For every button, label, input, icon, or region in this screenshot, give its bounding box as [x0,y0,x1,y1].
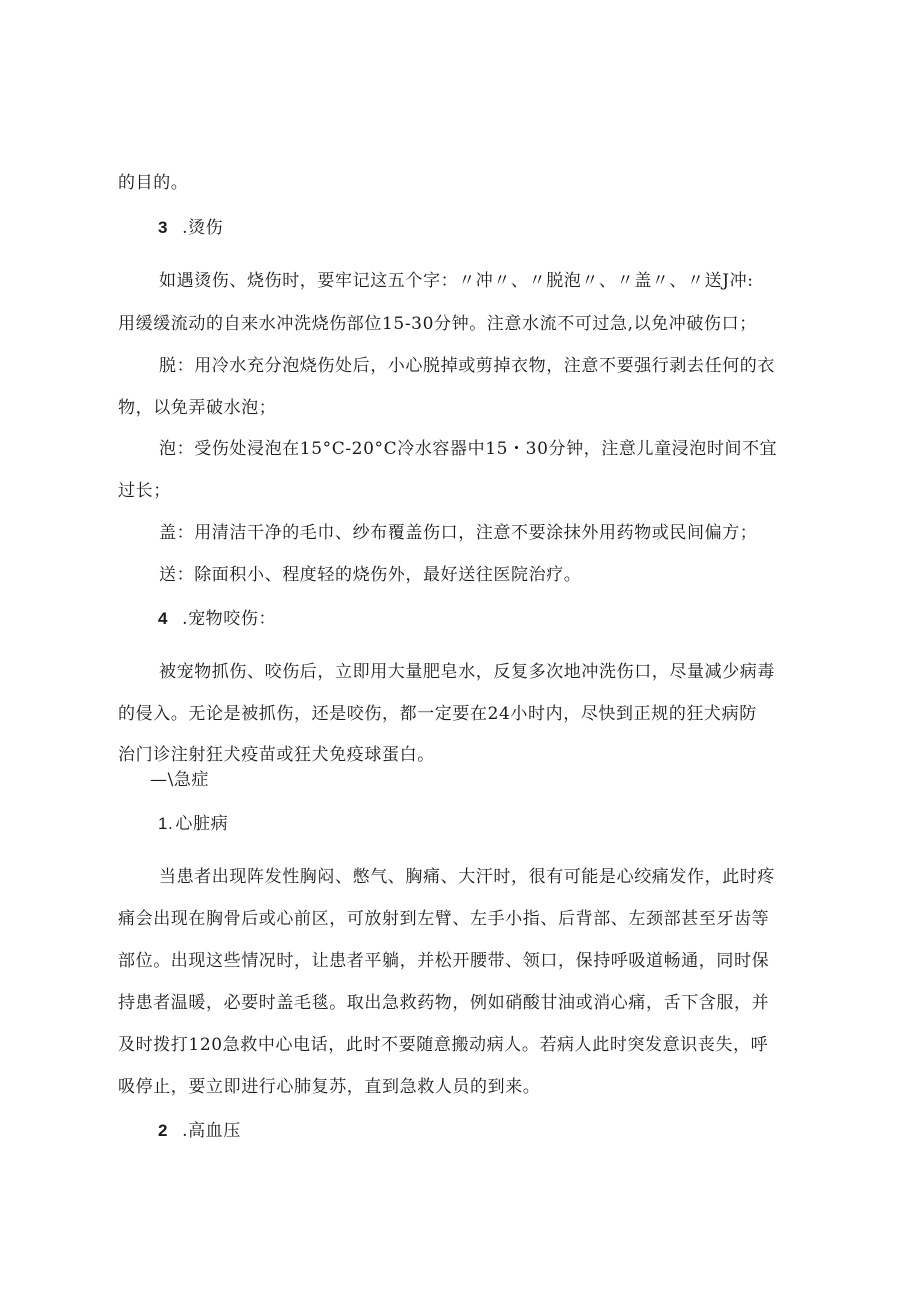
section-number: 2 [158,1121,169,1140]
section-number: 3 [158,218,169,237]
paragraph-line: 持患者温暖，必要时盖毛毯。取出急救药物，例如硝酸甘油或消心痛，舌下含服，并 [118,993,770,1013]
paragraph-line: 物，以免弄破水泡； [118,398,277,418]
section-title: .宠物咬伤： [182,609,277,629]
paragraph-line: 吸停止，要立即进行心肺复苏，直到急救人员的到来。 [118,1077,541,1097]
paragraph-line: 过长； [118,481,171,501]
section-title: 心脏病 [175,814,229,834]
emergency-heading: —\急症 [150,770,210,790]
section-heading-heart [158,813,228,835]
paragraph-line: 脱：用冷水充分泡烧伤处后，小心脱掉或剪掉衣物，注意不要强行剥去任何的衣 [159,356,775,376]
section-number: 4 [158,609,169,628]
section-heading-scald [158,217,223,239]
section-heading-pet-bite [158,608,276,630]
paragraph-line: 泡：受伤处浸泡在15°C-20°C冷水容器中15・30分钟，注意儿童浸泡时间不宜 [159,439,778,459]
section-title: .高血压 [182,1121,241,1141]
paragraph-line: 如遇烫伤、烧伤时，要牢记这五个字：〃冲〃、〃脱泡〃、〃盖〃、〃送J冲: [159,271,754,291]
paragraph-line: 当患者出现阵发性胸闷、憋气、胸痛、大汗时，很有可能是心绞痛发作，此时疼 [159,867,775,887]
paragraph-line: 的侵入。无论是被抓伤，还是咬伤，都一定要在24小时内，尽快到正规的狂犬病防 [118,704,757,724]
section-heading-hypertension [158,1120,241,1142]
paragraph-line: 痛会出现在胸骨后或心前区，可放射到左臂、左手小指、后背部、左颈部甚至牙齿等 [118,909,770,929]
paragraph-line: 治门诊注射狂犬疫苗或狂犬免疫球蛋白。 [118,745,435,765]
paragraph-line: 部位。出现这些情况时，让患者平躺，并松开腰带、领口，保持呼吸道畅通，同时保 [118,951,770,971]
paragraph-line: 用缓缓流动的自来水冲洗烧伤部位15-30分钟。注意水流不可过急,以免冲破伤口； [118,314,757,334]
paragraph-line: 送：除面积小、程度轻的烧伤外，最好送往医院治疗。 [159,565,582,585]
paragraph-line: 及时拨打120急救中心电话，此时不要随意搬动病人。若病人此时突发意识丧失，呼 [118,1035,769,1055]
paragraph-line: 盖：用清洁干净的毛巾、纱布覆盖伤口，注意不要涂抹外用药物或民间偏方； [159,523,758,543]
section-title: .烫伤 [182,218,224,238]
intro-tail-text: 的目的。 [118,173,189,193]
section-number: 1. [158,814,174,833]
paragraph-line: 被宠物抓伤、咬伤后，立即用大量肥皂水，反复多次地冲洗伤口，尽量减少病毒 [159,662,775,682]
